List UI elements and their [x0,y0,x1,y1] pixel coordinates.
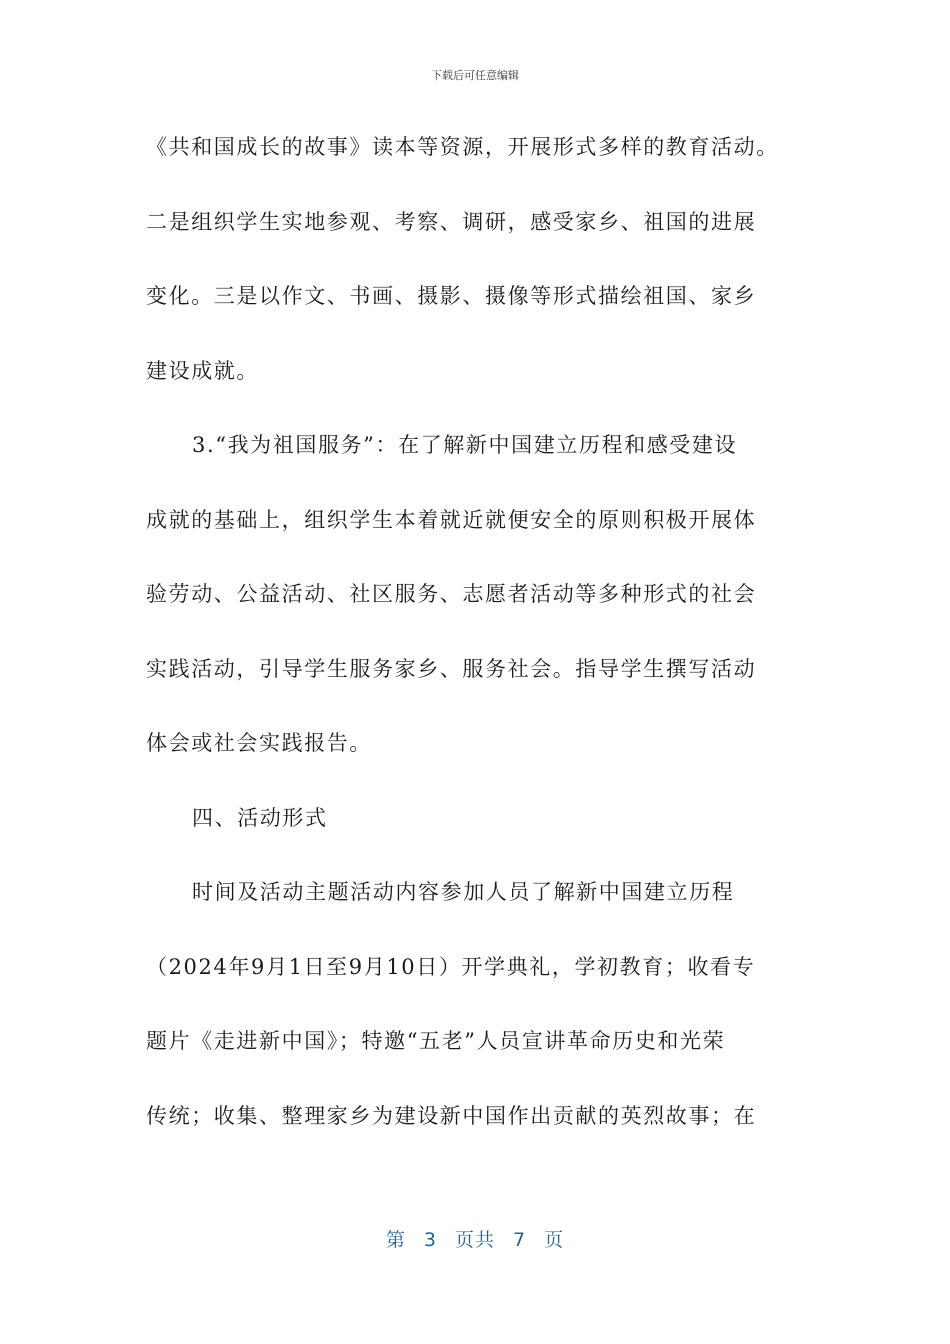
body-line: 成就的基础上，组织学生本着就近就便安全的原则积极开展体 [146,507,757,532]
current-page-number: 3 [423,1229,437,1251]
footer-suffix: 页 [544,1229,565,1251]
total-pages-number: 7 [513,1229,527,1251]
body-line: 3.“我为祖国服务”：在了解新中国建立历程和感受建设 [192,433,738,457]
section-heading: 四、活动形式 [192,805,328,830]
body-line: （2024年9月1日至9月10日）开学典礼，学初教育；收看专 [146,954,756,979]
body-line: 《共和国成长的故事》读本等资源，开展形式多样的教育活动。 [146,135,779,159]
footer-prefix: 第 [385,1229,406,1251]
body-line: 时间及活动主题活动内容参加人员了解新中国建立历程 [192,880,735,904]
header-note: 下载后可任意编辑 [431,69,519,82]
page-footer [0,1225,950,1252]
body-line: 验劳动、公益活动、社区服务、志愿者活动等多种形式的社会 [146,582,757,606]
footer-mid: 页共 [454,1229,495,1251]
body-line: 建设成就。 [146,358,259,383]
body-line: 二是组织学生实地参观、考察、调研，感受家乡、祖国的进展 [146,209,757,234]
body-line: 实践活动，引导学生服务家乡、服务社会。指导学生撰写活动 [146,656,757,681]
document-body [146,122,826,1165]
body-line: 题片《走进新中国》；特邀“五老”人员宣讲革命历史和光荣 [146,1029,726,1053]
body-line: 变化。三是以作文、书画、摄影、摄像等形式描绘祖国、家乡 [146,284,757,308]
body-line: 传统；收集、整理家乡为建设新中国作出贡献的英烈故事；在 [146,1103,757,1128]
body-line: 体会或社会实践报告。 [146,731,372,755]
